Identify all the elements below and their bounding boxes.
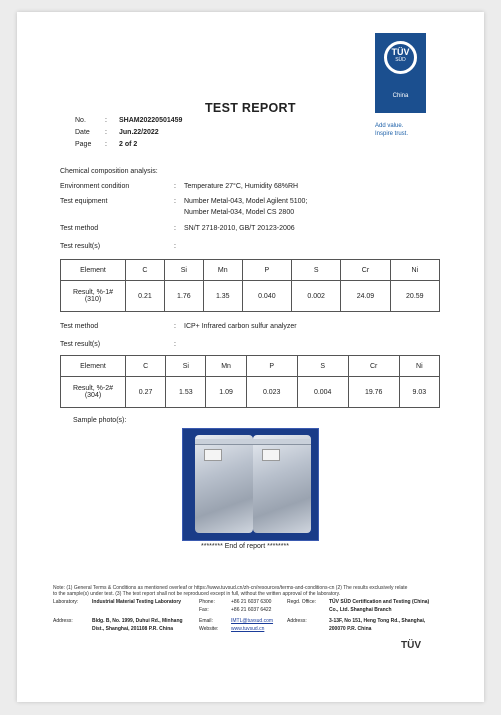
table-header-row: Element C Si Mn P S Cr Ni: [61, 260, 440, 281]
footer-phone: +86 21 6037 6300: [231, 599, 272, 605]
logo-sub: SÜD: [395, 57, 406, 63]
footer-email-label: Email:: [199, 618, 213, 624]
results-table-1: [60, 259, 440, 312]
report-date: Jun.22/2022: [119, 129, 159, 136]
report-page: TÜV SÜD China Add value. Inspire trust. TEST REPORT No. : SHAM20220501459 Date : Jun.22/2022 Page : 2 of 2 Chemical composition analysis: Environment condition : Temperature 27°C, Humidity 68%RH Test equipment : Number Metal-043, Model Agilent 5100; Number Metal-034, Model CS 2800 Test method : SN/T 2718-2010, GB/T 20123-2006 Test result(s) : Element C Si Mn P S Cr Ni Result, %-1# (310) 0.21 1.76 1.35 0.040 0.002 24.09 20.59 Test method : ICP+ Infrared carbon sulfur analyzer Test result(s) : Element C Si Mn P S Cr Ni Result, %-2# (304) 0.27 1.53 1.09 0.023 0.004 19.76 9.03 Sample photo(s): ******** End of report ******** Note: (1) General Terms & Conditions as mentioned overleaf or https://www.tuvsud.cn/zh-cn/resources/terms-and-conditions-cn (2) The results exclusively relate to the sample(s) under test. (3) The test report shall not be reproduced except in full, without the written approval of the laboratory. Laboratory: Industrial Material Testing Laboratory Phone: +86 21 6037 6300 Fax: +86 21 6037 6422 Regd. Office: TÜV SÜD Certification and Testing (China) Co., Ltd. Shanghai Branch Address: Bldg. B, No. 1999, Duhui Rd., Minhang Dist., Shanghai, 201108 P.R. China Email: IMTL@tuvsud.com Website: www.tuvsud.cn Address: 3-13F, No 151, Heng Tong Rd., Shanghai, 200070 P.R. China TÜV: [17, 12, 484, 702]
footer-lab-label: Laboratory:: [53, 599, 79, 605]
footer-address2-2: 200070 P.R. China: [329, 626, 372, 632]
result-label-2: Test result(s): [60, 341, 101, 348]
footer-regd-label: Regd. Office:: [287, 599, 317, 605]
results-table-2: [60, 355, 440, 408]
report-number: SHAM20220501459: [119, 117, 183, 124]
tagline: [375, 122, 435, 138]
logo-brand: TÜV: [391, 47, 410, 57]
footer-regd-2: Co., Ltd. Shanghai Branch: [329, 607, 392, 613]
footer-tuv-logo: TÜV: [401, 640, 421, 651]
equip-label: Test equipment: [60, 198, 108, 205]
env-label: Environment condition: [60, 183, 130, 190]
table-row: Result, %-1# (310) 0.21 1.76 1.35 0.040 0.002 24.09 20.59: [61, 281, 440, 312]
sample-bag-2: [253, 435, 311, 533]
section-heading: Chemical composition analysis:: [60, 168, 158, 175]
method-label-2: Test method: [60, 323, 99, 330]
method-value-2: ICP+ Infrared carbon sulfur analyzer: [184, 323, 297, 330]
footer-regd-1: TÜV SÜD Certification and Testing (China): [329, 599, 430, 605]
footer-website-link[interactable]: www.tuvsud.cn: [231, 626, 265, 632]
end-of-report: ******** End of report ********: [201, 543, 289, 550]
footer-web-label: Website:: [199, 626, 219, 632]
tuv-sud-logo: [375, 33, 426, 113]
footer-fax-label: Fax:: [199, 607, 209, 613]
sample-photo: [182, 428, 319, 541]
footer-phone-label: Phone:: [199, 599, 215, 605]
sample-bag-1: [195, 435, 253, 533]
table-header-row: Element C Si Mn P S Cr Ni: [61, 356, 440, 377]
footer-address-label: Address:: [53, 618, 73, 624]
method-label-1: Test method: [60, 225, 99, 232]
footer-email-link[interactable]: IMTL@tuvsud.com: [231, 618, 274, 624]
footer-note: Note: (1) General Terms & Conditions as mentioned overleaf or https://www.tuvsud.cn/zh-cn/resources/terms-and-conditions-cn (2) The results exclusively relate to the sample(s) under test. (3) The test report shall not be reproduced except in full, without the written approval of the laboratory.: [53, 585, 408, 597]
method-value-1: SN/T 2718-2010, GB/T 20123-2006: [184, 225, 295, 232]
tagline-line-2: Inspire trust.: [375, 131, 409, 137]
footer-lab-value: Industrial Material Testing Laboratory: [92, 599, 182, 605]
logo-country: China: [392, 93, 409, 99]
table-row: Result, %-2# (304) 0.27 1.53 1.09 0.023 0.004 19.76 9.03: [61, 377, 440, 408]
equip-value-2: Number Metal-034, Model CS 2800: [184, 209, 295, 216]
env-value: Temperature 27°C, Humidity 68%RH: [184, 183, 299, 190]
equip-value-1: Number Metal-043, Model Agilent 5100;: [184, 198, 308, 205]
footer-fax: +86 21 6037 6422: [231, 607, 272, 613]
result-label-1: Test result(s): [60, 243, 101, 250]
footer-address-2: Dist., Shanghai, 201108 P.R. China: [92, 626, 174, 632]
footer-address2-label: Address:: [287, 618, 307, 624]
footer-address-1: Bldg. B, No. 1999, Duhui Rd., Minhang: [92, 618, 183, 624]
report-title: TEST REPORT: [205, 101, 296, 115]
sample-label: Sample photo(s):: [73, 417, 127, 424]
footer-address2-1: 3-13F, No 151, Heng Tong Rd., Shanghai,: [329, 618, 426, 624]
tagline-line-1: Add value.: [375, 123, 404, 129]
page-number: 2 of 2: [119, 141, 138, 148]
